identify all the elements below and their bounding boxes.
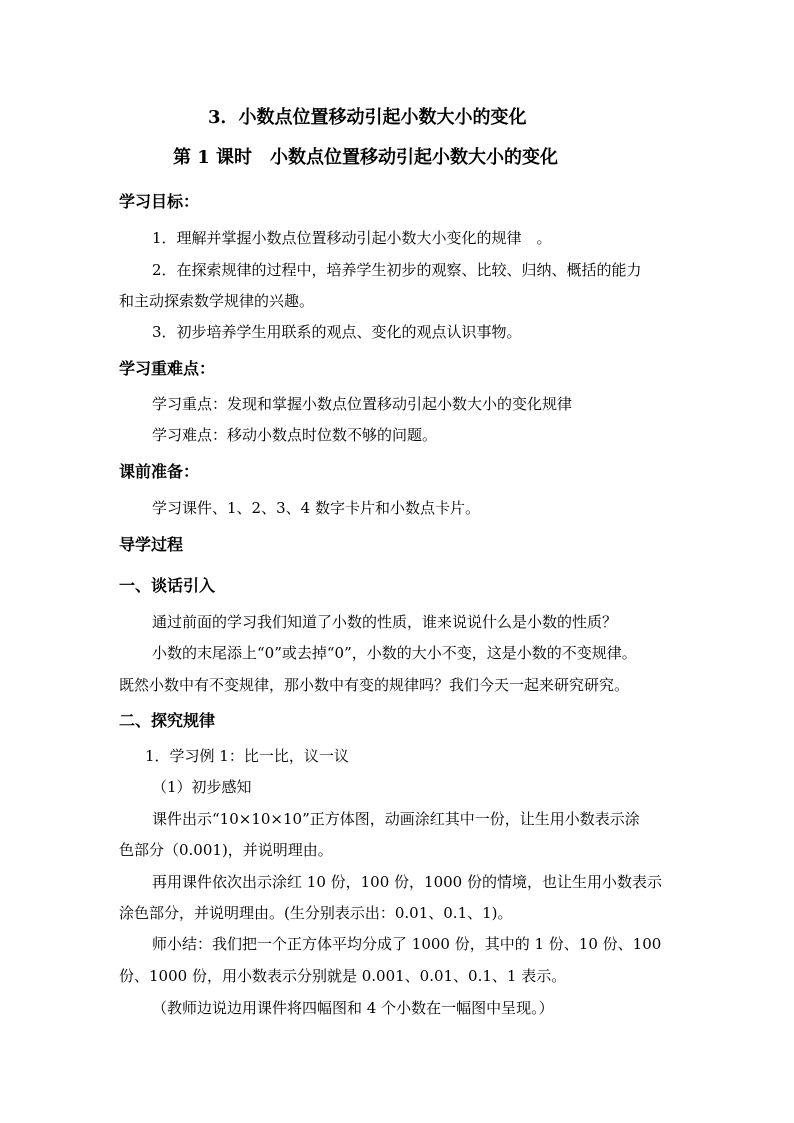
section1-heading: 一、谈话引入 [119,576,216,595]
preparation-heading: 课前准备： [119,462,200,481]
section2-line: 份、1000 份，用小数表示分别就是 0.001、0.01、0.1、1 表示。 [119,967,567,985]
section2-line: 课件出示“10×10×10”正方体图，动画涂红其中一份，让生用小数表示涂 [152,810,640,828]
lesson-subtitle: 第 1 课时 小数点位置移动引起小数大小的变化 [173,147,559,168]
section2-line: （教师边说边用课件将四幅图和 4 个小数在一幅图中呈现。） [152,999,554,1017]
objective-item: 1．理解并掌握小数点位置移动引起小数大小变化的规律 。 [152,229,552,247]
key-points-heading: 学习重难点： [119,359,216,378]
objectives-heading: 学习目标： [119,192,200,211]
section2-heading: 二、探究规律 [119,711,216,730]
section2-line: 色部分（0.001)，并说明理由。 [119,841,333,859]
section2-subsection: （1）初步感知 [152,778,252,796]
document-title: 3．小数点位置移动引起小数大小的变化 [208,107,527,128]
objective-item-continued: 和主动探索数学规律的兴趣。 [119,292,315,310]
section2-line: 师小结：我们把一个正方体平均分成了 1000 份，其中的 1 份、10 份、100 [152,935,662,953]
section2-subheading: 1．学习例 1：比一比，议一议 [145,747,349,765]
section1-line: 通过前面的学习我们知道了小数的性质，谁来说说什么是小数的性质？ [152,613,618,631]
objective-item: 3．初步培养学生用联系的观点、变化的观点认识事物。 [152,323,522,341]
section2-line: 涂色部分，并说明理由。(生分别表示出：0.01、0.1、1)。 [119,904,513,922]
preparation-text: 学习课件、1、2、3、4 数字卡片和小数点卡片。 [152,499,480,517]
section1-line: 既然小数中有不变规律，那小数中有变的规律吗？我们今天一起来研究研究。 [119,676,630,694]
objective-item: 2．在探索规律的过程中，培养学生初步的观察、比较、归纳、概括的能力 [152,261,642,279]
key-point-difficulty: 学习难点：移动小数点时位数不够的问题。 [152,426,438,444]
section2-line: 再用课件依次出示涂红 10 份，100 份，1000 份的情境，也让生用小数表示 [152,873,662,891]
process-heading: 导学过程 [119,535,184,554]
section1-line: 小数的末尾添上“0”或去掉“0”，小数的大小不变，这是小数的不变规律。 [152,644,637,662]
key-point-focus: 学习重点：发现和掌握小数点位置移动引起小数大小的变化规律 [152,395,573,413]
